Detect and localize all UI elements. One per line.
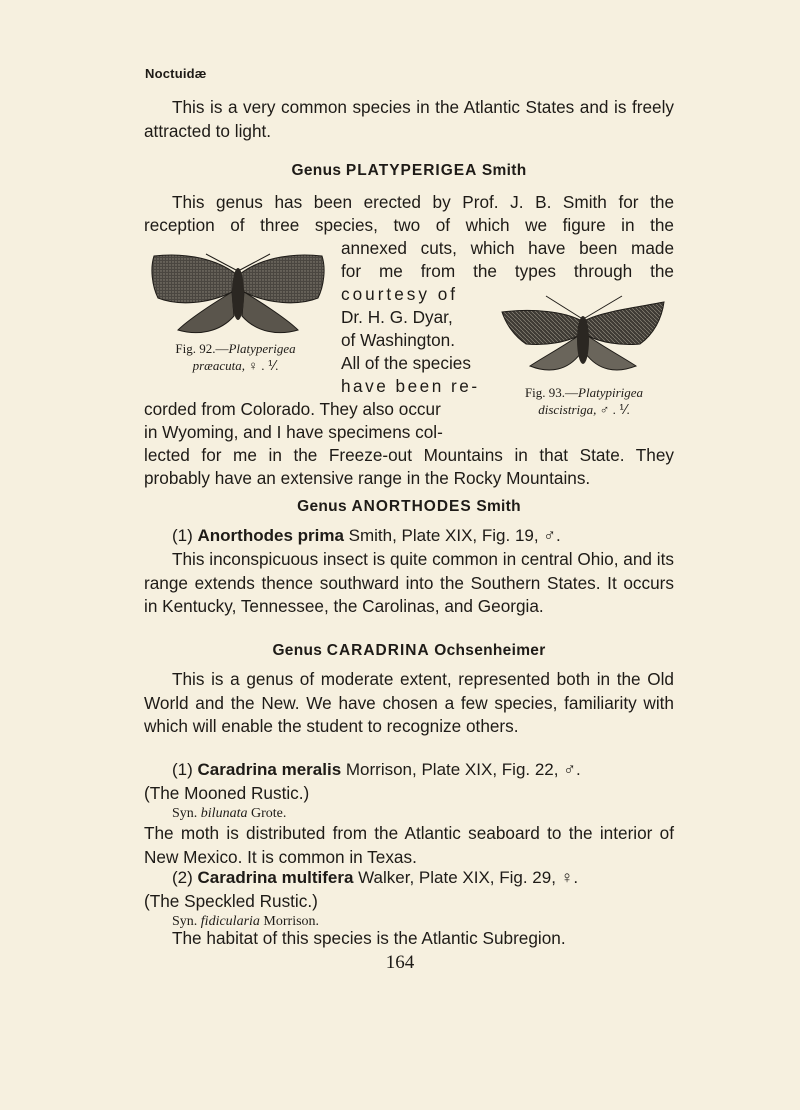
syn-prefix: Syn. xyxy=(172,806,198,821)
entry-number: (2) xyxy=(172,868,193,887)
anorthodes-description: This inconspicuous insect is quite common in central Ohio, and its range extends thence southward into the Southern States. It occurs in Kentucky, Tennessee, the Carolinas, and Georgia. xyxy=(144,549,674,616)
species-entry-anorthodes-prima xyxy=(172,526,561,546)
text-line: probably have an extensive range in the Rocky Mountains. xyxy=(144,468,591,488)
fig-sex-scale: ♀ . ⅟. xyxy=(248,358,279,373)
caption-line xyxy=(148,357,323,374)
caradrina-multifera-description: The habitat of this species is the Atlantic Subregion. xyxy=(172,928,566,948)
figure-caption-fig93 xyxy=(494,384,674,418)
species-citation: Walker, Plate XIX, Fig. 29, ♀. xyxy=(358,868,579,887)
figure-caption-fig92 xyxy=(148,340,323,374)
entry-number: (1) xyxy=(172,760,193,779)
text-line: corded from Colorado. They also occur xyxy=(144,399,441,419)
text-line: lected for me in the Freeze-out Mountains in that State. They xyxy=(144,445,674,465)
genus-heading-caradrina xyxy=(144,642,674,660)
text-line: in Wyoming, and I have specimens col- xyxy=(144,422,443,442)
text-line: All of the species xyxy=(341,353,471,373)
fig-label: Fig. 93.— xyxy=(524,385,579,400)
caradrina-description: This is a genus of moderate extent, represented both in the Old World and the New. We have chosen a few species, familiarity with which will enable the student to recognize others. xyxy=(144,669,674,736)
caradrina-meralis-description: The moth is distributed from the Atlantic seaboard to the interior of New Mexico. It is common in Texas. xyxy=(144,823,674,867)
heading-prefix: Genus xyxy=(272,642,323,659)
species-citation: Morrison, Plate XIX, Fig. 22, ♂. xyxy=(345,760,581,779)
intro-paragraph: This is a very common species in the Atlantic States and is freely attracted to light. xyxy=(144,97,674,141)
text-line: for me from the types through the xyxy=(341,261,674,281)
caption-line xyxy=(494,401,674,418)
entry-number: (1) xyxy=(172,526,193,545)
syn-prefix: Syn. xyxy=(172,914,198,929)
fig-species: Platypirigea xyxy=(578,385,644,400)
synonym-line xyxy=(172,806,286,822)
genus-heading-platyperigea xyxy=(144,162,674,180)
species-name: Caradrina meralis xyxy=(197,760,342,779)
moth-illustration-fig92 xyxy=(148,246,328,338)
caption-line xyxy=(494,384,674,401)
syn-name: bilunata xyxy=(200,806,248,821)
common-name: (The Mooned Rustic.) xyxy=(144,783,310,803)
species-citation: Smith, Plate XIX, Fig. 19, ♂. xyxy=(348,526,561,545)
common-name: (The Speckled Rustic.) xyxy=(144,891,318,911)
text-line: have been re- xyxy=(341,376,480,396)
species-entry-caradrina-meralis xyxy=(172,760,581,780)
heading-prefix: Genus xyxy=(291,162,342,179)
species-entry-caradrina-multifera xyxy=(172,868,578,888)
moth-illustration-fig93 xyxy=(494,290,672,382)
text-line: This genus has been erected by Prof. J. B. Smith for the xyxy=(172,192,674,212)
caption-line xyxy=(148,340,323,357)
text-line: courtesy of xyxy=(341,284,459,304)
syn-author: Morrison. xyxy=(263,914,320,929)
species-name: Anorthodes prima xyxy=(197,526,344,545)
text-line: annexed cuts, which have been made xyxy=(341,238,674,258)
heading-genus-name: CARADRINA xyxy=(326,642,430,659)
genus-heading-anorthodes xyxy=(144,498,674,516)
fig-sex-scale: ♂ . ⅟. xyxy=(599,402,630,417)
heading-author: Smith xyxy=(481,162,527,179)
fig-species-epithet: præacuta, xyxy=(192,358,245,373)
fig-label: Fig. 92.— xyxy=(175,341,229,356)
heading-genus-name: PLATYPERIGEA xyxy=(345,162,478,179)
running-head: Noctuidæ xyxy=(145,66,207,81)
syn-name: fidicularia xyxy=(200,914,260,929)
text-line: of Washington. xyxy=(341,330,456,350)
syn-author: Grote. xyxy=(250,806,287,821)
heading-prefix: Genus xyxy=(297,498,347,515)
fig-species-epithet: discistriga, xyxy=(538,402,597,417)
heading-author: Ochsenheimer xyxy=(434,642,546,659)
page-number: 164 xyxy=(385,952,415,973)
heading-genus-name: ANORTHODES xyxy=(351,498,472,515)
species-name: Caradrina multifera xyxy=(197,868,354,887)
text-line: Dr. H. G. Dyar, xyxy=(341,307,453,327)
text-line: reception of three species, two of which we figure in the xyxy=(144,215,674,235)
fig-species: Platyperigea xyxy=(228,341,296,356)
heading-author: Smith xyxy=(476,498,521,515)
